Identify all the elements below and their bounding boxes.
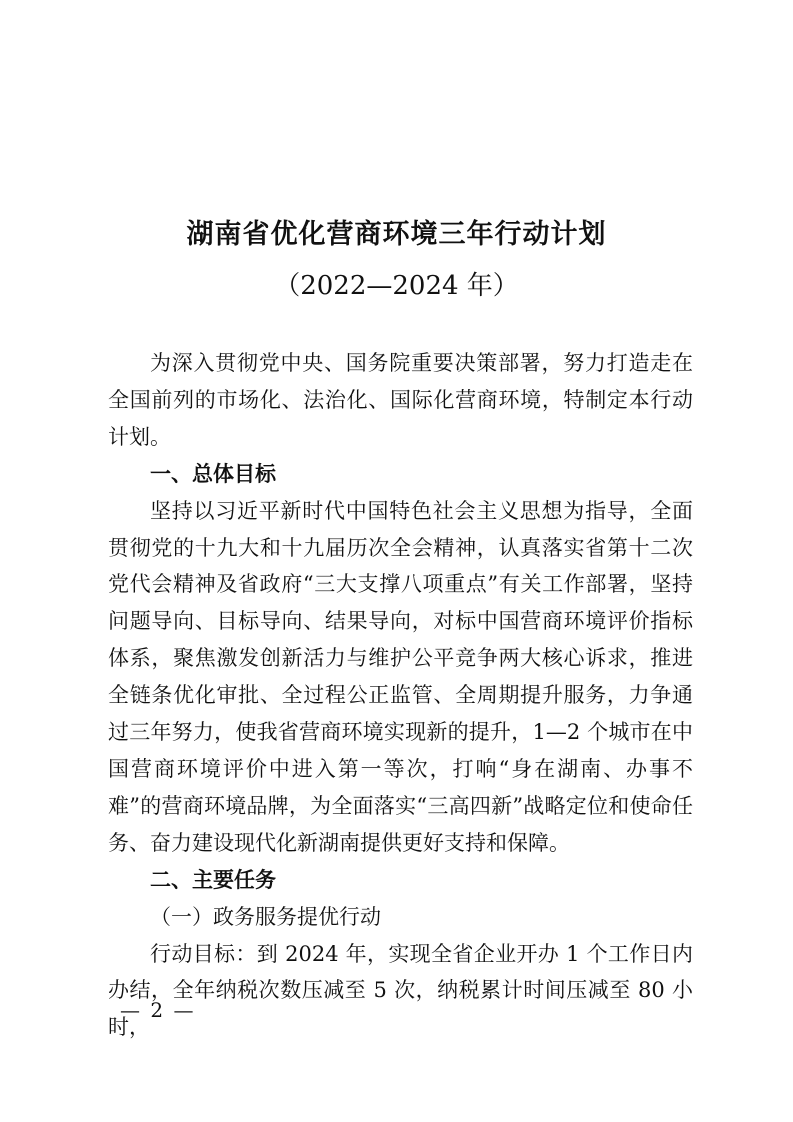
document-body — [108, 345, 693, 1046]
intro-paragraph: 为深入贯彻党中央、国务院重要决策部署，努力打造走在全国前列的市场化、法治化、国际化营商环境，特制定本行动计划。 — [108, 351, 693, 449]
action-goal-paragraph: 行动目标：到 2024 年，实现全省企业开办 1 个工作日内办结，全年纳税次数压减至 5 次，纳税累计时间压减至 80 小时， — [108, 941, 693, 1040]
document-subtitle: （2022—2024 年） — [274, 271, 519, 301]
document-title: 湖南省优化营商环境三年行动计划 — [186, 219, 607, 250]
page-number: — 2 — — [120, 998, 196, 1022]
section-heading-main-tasks: 二、主要任务 — [150, 867, 276, 892]
section-heading-overall-goals: 一、总体目标 — [150, 461, 276, 486]
goals-paragraph: 坚持以习近平新时代中国特色社会主义思想为指导，全面贯彻党的十九大和十九届历次全会精神，认真落实省第十二次党代会精神及省政府“三大支撑八项重点”有关工作部署，坚持问题导向、目标导向、结果导向，对标中国营商环境评价指标体系，聚焦激发创新活力与维护公平竞争两大核心诉求，推进全链条优化审批、全过程公正监管、全周期提升服务，力争通过三年努力，使我省营商环境实现新的提升，1—2 个城市在中国营商环境评价中进入第一等次，打响“身在湖南、办事不难”的营商环境品牌，为全面落实“三高四新”战略定位和使命任务、奋力建设现代化新湖南提供更好支持和保障。 — [108, 498, 693, 855]
subsection-heading-government-services: （一）政务服务提优行动 — [150, 904, 381, 929]
